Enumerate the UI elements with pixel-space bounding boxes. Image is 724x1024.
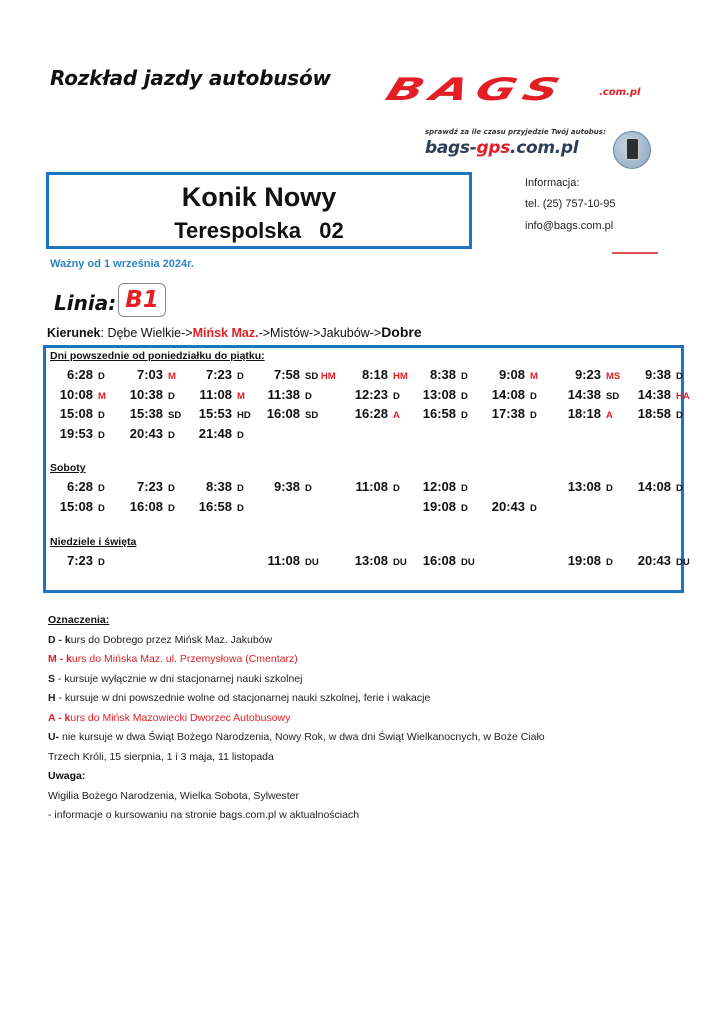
route-code: DU [676,557,690,568]
departure-codes [98,483,105,494]
route-code-red: A [606,410,613,421]
legend-key: D - k [48,633,71,646]
departure-codes [461,391,468,402]
departure-time: 13:08 [567,479,601,494]
legend-text: - kursuje w dni powszednie wolne od stacjonarnej nauki szkolnej, ferie i wakacje [55,692,431,704]
departure-codes [676,410,683,421]
departure-time: 14:38 [567,386,601,402]
legend-item [48,728,708,748]
departure [188,366,244,384]
departure-codes [237,391,245,402]
departure-codes [676,391,690,402]
route-code-red: HM [393,371,408,382]
direction-label: Kierunek [47,326,101,340]
departure [412,405,468,423]
departure-time: 10:38 [129,386,163,402]
legend-key: U- [48,731,60,743]
route-code-red: M [530,371,538,382]
direction-sep: : [100,326,108,340]
route-code: D [305,483,312,494]
route-code: D [98,557,105,568]
departure [49,478,105,496]
stop-name: Konik Nowy [181,182,337,212]
legend-key: A - k [48,711,71,724]
route-code: D [530,390,537,402]
departure-time: 7:23 [205,367,232,382]
departure-codes [168,430,175,441]
departure [119,498,175,516]
departure [49,552,105,570]
departure-time: 7:58 [273,367,300,382]
departure-time: 19:08 [422,498,456,514]
departure-time: 6:28 [66,479,93,494]
route-code: D [237,483,244,494]
route-code: D [606,557,613,568]
departure-codes [305,557,319,568]
departure [188,425,244,443]
departure [119,425,175,443]
departure [557,552,613,570]
departure-time: 13:08 [422,386,456,402]
route-code: D [98,429,105,441]
gps-url[interactable] [425,138,578,158]
legend-item [48,670,708,690]
departure [256,552,319,570]
departure-time: 20:43 [637,553,671,568]
departure [188,405,251,423]
departure-time: 9:38 [644,367,671,382]
route-code: D [461,371,468,382]
departure-time: 15:08 [59,498,93,514]
departure-time: 8:38 [429,367,456,382]
departure [256,478,312,496]
departure-time: 13:08 [354,553,388,568]
departure-time: 7:23 [66,553,93,568]
departure-codes [530,410,537,421]
direction-via: Mińsk Maz. [192,326,259,340]
route-code: D [98,502,105,514]
bags-logo-domain: .com.pl [599,87,641,98]
route-code: D [98,483,105,494]
route-code: D [461,390,468,402]
departure-codes [676,371,683,382]
route-code: DU [461,557,475,568]
departure-time: 14:08 [491,386,525,402]
route-code: D [237,371,244,382]
departure-row [46,386,690,404]
departure [188,478,244,496]
departure [344,366,408,384]
departure [557,366,620,384]
info-phone: tel. (25) 757-10-95 [525,198,616,210]
direction-rest: ->Mistów->Jakubów-> [258,326,382,340]
gps-tagline: sprawdź za ile czasu przyjedzie Twój autobus: [425,128,606,136]
departure-time: 9:23 [574,367,601,382]
schedule-box [43,345,690,593]
bags-logo [381,72,673,108]
departure-row [46,498,681,516]
departure [119,386,175,404]
departure-time: 16:08 [129,498,163,514]
gps-url-part2: gps [476,138,511,158]
departure-time: 8:38 [205,479,232,494]
departure-codes [98,503,105,514]
departure [481,405,537,423]
smartphone-icon [613,131,651,169]
departure-time: 11:08 [199,386,232,402]
route-code-red: M [98,390,106,402]
departure [481,498,537,516]
departure-time: 7:23 [136,479,163,494]
route-code: D [237,502,244,514]
legend-text: urs do Dobrego przez Mińsk Maz. Jakubów [70,633,273,646]
valid-from: Ważny od 1 września 2024r. [50,258,194,270]
route-code: D [393,390,400,402]
departure [49,405,105,423]
departure-time: 11:08 [267,553,300,568]
departure [627,366,683,384]
legend-item [48,709,708,729]
route-code-red: M [168,371,176,382]
departure-time: 15:38 [129,406,163,421]
route-code: D [168,502,175,514]
departure-time: 16:08 [422,553,456,568]
departure-codes [168,371,176,382]
departure-codes [305,483,312,494]
route-code: D [461,410,468,421]
departure-codes [305,391,312,402]
bags-logo-text: BAGS [381,72,572,108]
departure-row [46,405,681,423]
departure-time: 12:23 [354,386,388,402]
direction-from: Dębe Wielkie-> [107,326,193,340]
departure [412,552,475,570]
departure-time: 9:38 [273,479,300,494]
saturdays-title: Soboty [50,462,86,474]
legend-item [48,650,708,670]
route-code: D [168,483,175,494]
departure-codes [606,410,613,421]
line-label: Linia: [54,291,117,315]
direction [47,324,422,340]
route-code: D [237,429,244,441]
departure [49,366,105,384]
departure-time: 7:03 [136,367,163,382]
departure-codes [305,410,318,421]
departure-codes [606,557,613,568]
route-code: SD [606,390,620,402]
departure [627,552,690,570]
departure-codes [98,391,106,402]
route-code-red: M [237,390,245,402]
legend-text: urs do Mińska Maz. ul. Przemysłowa (Cmentarz) [71,653,298,665]
departure [188,386,245,404]
info-label: Informacja: [525,177,580,189]
legend-key: S [48,672,56,685]
route-code: D [676,410,683,421]
departure-codes [606,483,613,494]
route-code: D [461,483,468,494]
departure-codes [393,483,400,494]
departure-codes [393,410,400,421]
departure [119,366,176,384]
gps-url-part3: .com.pl [510,138,579,158]
departure-time: 19:08 [567,553,601,568]
legend [48,611,708,767]
departure [627,478,683,496]
departure [627,405,683,423]
legend-text: urs do Mińsk Mazowiecki Dworzec Autobusowy [70,711,291,724]
sundays-title: Niedziele i święta [50,536,137,548]
departure-row [46,425,681,443]
departure-time: 9:08 [498,367,525,382]
departure-codes [676,483,683,494]
legend-title: Oznaczenia: [48,614,110,626]
departure-time: 10:08 [59,386,93,402]
info-email[interactable]: info@bags.com.pl [525,220,614,232]
departure-codes [461,410,468,421]
route-code: D [168,429,175,441]
departure [557,405,613,423]
legend-text: - kursuje wyłącznie w dni stacjonarnej nauki szkolnej [55,672,303,685]
departure-row [46,478,681,496]
departure-time: 18:18 [567,406,601,421]
departure-time: 11:08 [355,479,388,494]
departure [412,478,468,496]
departure-time: 16:58 [198,498,232,514]
departure [49,498,105,516]
route-code-red: A [393,410,400,421]
notes-line: - informacje o kursowaniu na stronie bags.com.pl w aktualnościach [48,809,360,821]
route-code: D [461,502,468,514]
legend-key: H [48,692,56,704]
departure-codes [168,483,175,494]
departure-codes [530,371,538,382]
stop-box [46,172,472,249]
route-code: D [168,390,175,402]
stop-street: Terespolska 02 [174,218,344,243]
weekdays-title: Dni powszednie od poniedziałku do piątku: [50,350,265,362]
departure-codes [98,371,105,382]
departure-time: 18:58 [637,406,671,421]
departure-time: 16:28 [354,406,388,421]
departure-time: 15:53 [198,406,232,421]
divider [612,252,658,254]
departure-codes [305,371,336,382]
departure [412,366,468,384]
departure [481,366,538,384]
departure-time: 21:48 [198,425,232,441]
departure-codes [168,410,181,421]
route-code: D [393,483,400,494]
departure-codes [237,503,244,514]
route-code: SD [168,410,182,421]
route-code: D [98,410,105,421]
departure [49,425,105,443]
departure-codes [98,410,105,421]
page-title: Rozkład jazdy autobusów [50,66,331,90]
departure [119,405,181,423]
departure-time: 16:08 [266,406,300,421]
departure-codes [676,557,690,568]
direction-destination: Dobre [381,324,422,340]
notes-title: Uwaga: [48,770,86,782]
legend-key: M - k [48,653,72,665]
route-code: HD [237,410,251,421]
departure [49,386,106,404]
notes [48,767,708,826]
departure-codes [606,391,619,402]
departure [256,366,336,384]
departure [344,405,400,423]
departure [188,498,244,516]
legend-item [48,631,708,651]
departure-time: 6:28 [66,367,93,382]
legend-continuation: Trzech Króli, 15 sierpnia, 1 i 3 maja, 11 listopada [48,750,274,763]
departure [119,478,175,496]
departure-time: 14:38 [637,386,671,402]
departure-time: 17:38 [491,406,525,421]
departure-time: 11:38 [267,386,300,402]
departure-codes [237,483,244,494]
departure [344,552,407,570]
departure-codes [606,371,620,382]
departure-row [46,552,690,570]
route-code: D [530,410,537,421]
departure [412,386,468,404]
gps-promo [425,128,655,168]
departure-codes [393,557,407,568]
route-code: D [676,483,683,494]
route-code: D [530,502,537,514]
route-code: DU [305,557,319,568]
departure-time: 12:08 [422,479,456,494]
route-code: D [305,390,312,402]
departure-time: 8:18 [361,367,388,382]
departure-codes [461,557,475,568]
departure-codes [168,503,175,514]
departure-time: 16:58 [422,406,456,421]
departure [557,478,613,496]
departure-codes [461,503,468,514]
departure-codes [393,371,408,382]
departure-codes [530,503,537,514]
route-code: D [676,371,683,382]
route-code: SD [305,410,319,421]
departure-row [46,366,681,384]
gps-url-part1: bags- [425,138,477,158]
departure-codes [98,430,105,441]
departure [481,386,537,404]
departure [344,386,400,404]
departure-codes [393,391,400,402]
route-code: DU [393,557,407,568]
departure-time: 20:43 [129,425,163,441]
legend-item [48,689,708,709]
departure-codes [461,483,468,494]
route-code-red: HA [676,390,690,402]
departure [256,386,312,404]
departure-codes [530,391,537,402]
departure-time: 15:08 [59,406,93,421]
departure [344,478,400,496]
departure [256,405,318,423]
route-code: D [606,483,613,494]
departure-codes [461,371,468,382]
route-code: D [98,371,105,382]
departure-codes [237,371,244,382]
departure-codes [98,557,105,568]
departure-codes [237,410,251,421]
route-code-red: HM [320,371,336,382]
route-code-red: MS [606,371,621,382]
departure-time: 14:08 [637,479,671,494]
departure [627,386,690,404]
legend-text: nie kursuje w dwa Świąt Bożego Narodzenia, Nowy Rok, w dwa dni Świąt Wielkanocnych, w Boże Ciało [59,731,545,743]
departure-codes [168,391,175,402]
departure-codes [237,430,244,441]
line-number-badge: B1 [118,283,166,317]
departure [412,498,468,516]
route-code: SD [305,371,319,382]
departure-time: 19:53 [59,425,93,441]
departure-time: 20:43 [491,498,525,514]
notes-line: Wigilia Bożego Narodzenia, Wielka Sobota, Sylwester [48,789,299,802]
departure [557,386,619,404]
